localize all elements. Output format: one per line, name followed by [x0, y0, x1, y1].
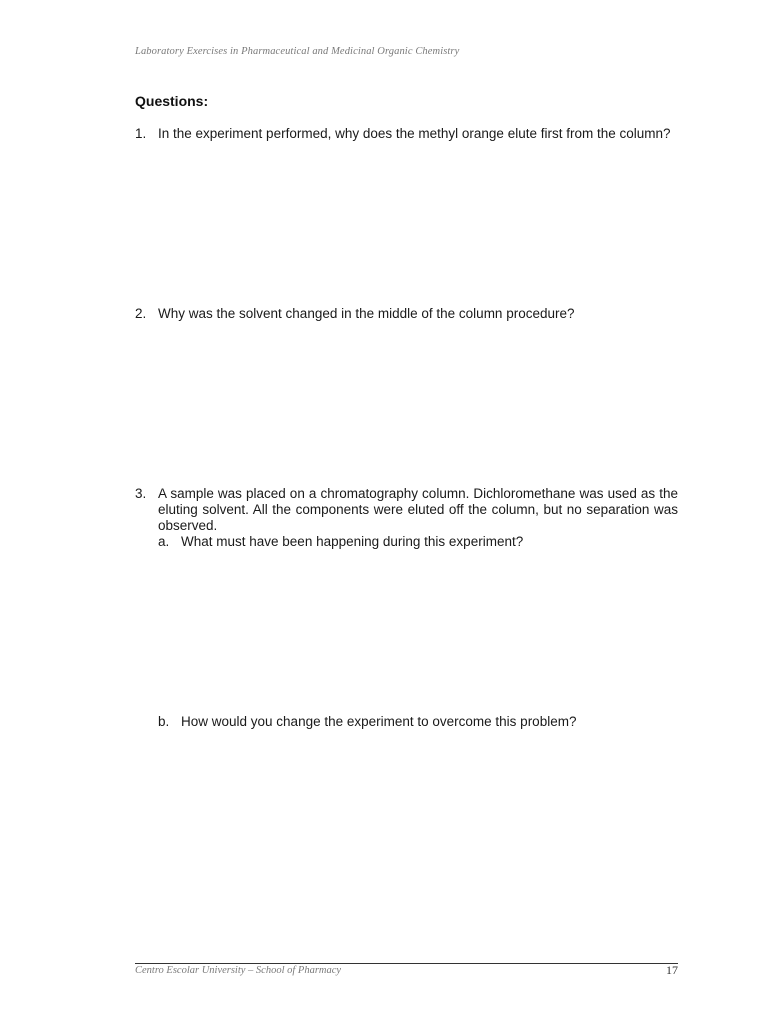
question-number: 1. — [135, 126, 147, 141]
question-3 — [135, 486, 678, 534]
sub-question-3b — [158, 714, 678, 730]
question-number: 2. — [135, 306, 147, 321]
question-text: In the experiment performed, why does the methyl orange elute first from the column? — [158, 126, 671, 141]
sub-question-letter: a. — [158, 534, 170, 549]
question-text: A sample was placed on a chromatography column. Dichloromethane was used as the eluting solvent. All the components were eluted off the column, but no separation was observed. — [158, 486, 678, 533]
sub-question-3a — [158, 534, 678, 550]
question-number: 3. — [135, 486, 147, 501]
page-number: 17 — [666, 963, 678, 977]
sub-question-letter: b. — [158, 714, 170, 729]
question-2 — [135, 306, 678, 322]
footer-institution: Centro Escolar University – School of Pharmacy — [135, 965, 342, 976]
question-1 — [135, 126, 678, 142]
questions-heading: Questions: — [135, 93, 209, 109]
footer-divider — [135, 963, 678, 964]
sub-question-text: How would you change the experiment to overcome this problem? — [181, 714, 577, 729]
sub-question-text: What must have been happening during this experiment? — [181, 534, 524, 549]
question-text: Why was the solvent changed in the middle of the column procedure? — [158, 306, 575, 321]
running-header: Laboratory Exercises in Pharmaceutical and Medicinal Organic Chemistry — [135, 46, 460, 57]
